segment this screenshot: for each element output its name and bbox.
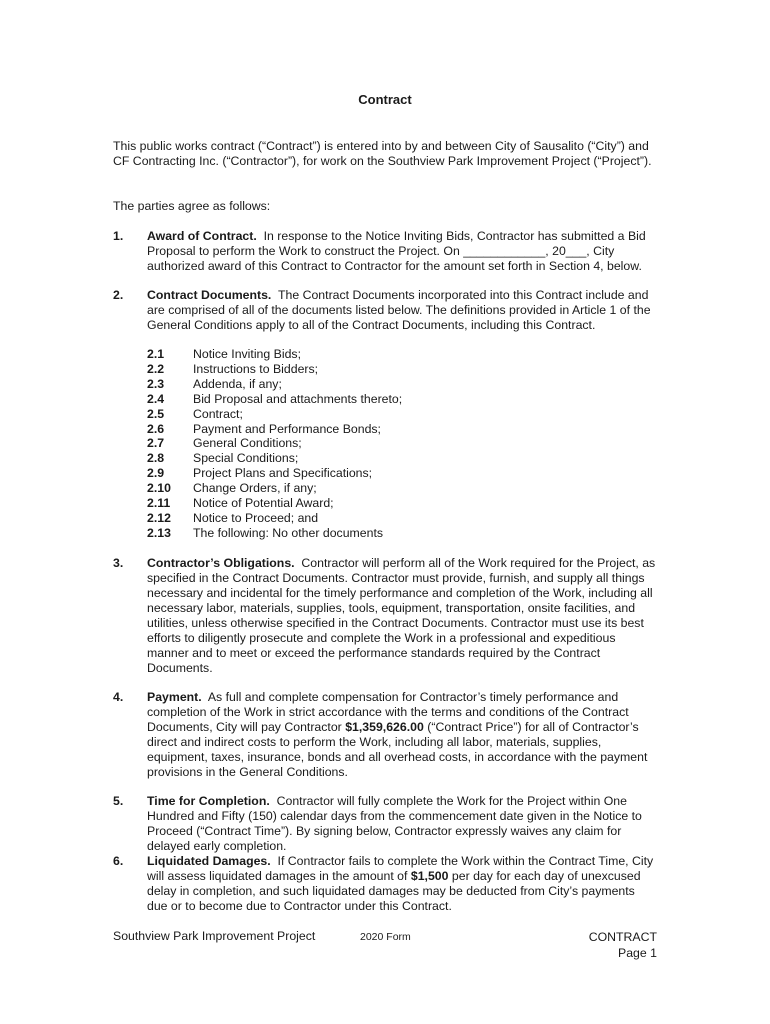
list-item xyxy=(147,526,547,541)
list-item-label: Bid Proposal and attachments thereto; xyxy=(193,391,403,406)
footer-project-name: Southview Park Improvement Project xyxy=(113,929,316,943)
footer-page-info xyxy=(589,929,657,961)
list-item-label: Notice Inviting Bids; xyxy=(193,347,301,361)
list-item xyxy=(147,347,547,362)
list-item-number: 2.11 xyxy=(147,496,171,511)
list-item-label: Contract; xyxy=(193,406,243,421)
list-item xyxy=(147,511,547,526)
agree-line: The parties agree as follows: xyxy=(113,199,271,213)
section-text-continued: per day for each day of unexcused delay in completion, and such liquidated damages may be deducted from City’s payments due or to become due to Contractor under this Contract. xyxy=(147,869,641,913)
section-number: 6. xyxy=(113,854,124,868)
section-text: If Contractor fails to complete the Work within the Contract Time, City will assess liquidated damages in the amount of xyxy=(147,854,654,883)
section-heading: Award of Contract. xyxy=(147,229,257,243)
contract-documents-list xyxy=(147,347,547,541)
list-item xyxy=(147,407,547,422)
document-title: Contract xyxy=(358,92,412,107)
section-text: Contractor will perform all of the Work required for the Project, as specified in the Contract Documents. Contractor must provide, furnish, and supply all things necessary and incidental for the timely performance and completion of the Work, including all necessary labor, materials, supplies, tools, equipment, transportation, onsite facilities, and utilities, unless otherwise specified in the Contract Documents. Contractor must use its best efforts to diligently prosecute and complete the Work in a professional and expeditious manner and to meet or exceed the performance standards required by the Contract Documents. xyxy=(147,556,656,675)
section-text: The Contract Documents incorporated into this Contract include and are comprised of all of the documents listed below. The definitions provided in Article 1 of the General Conditions apply to all of the Contract Documents, including this Contract. xyxy=(147,288,651,332)
list-item xyxy=(147,436,547,451)
list-item-number: 2.8 xyxy=(147,451,165,466)
list-item-number: 2.9 xyxy=(147,466,165,481)
list-item xyxy=(147,422,547,437)
list-item-label: Project Plans and Specifications; xyxy=(193,466,373,481)
section-number: 4. xyxy=(113,690,124,704)
section-number: 2. xyxy=(113,288,124,302)
footer-page-number: Page 1 xyxy=(618,946,657,960)
section-text: As full and complete compensation for Contractor’s timely performance and completion of the Work in strict accordance with the terms and conditions of the Contract Documents, City will pay Contractor xyxy=(147,690,629,734)
section-heading: Payment. xyxy=(147,690,202,704)
list-item-number: 2.3 xyxy=(147,376,165,391)
list-item xyxy=(147,362,547,377)
section-heading: Contract Documents. xyxy=(147,288,272,302)
list-item xyxy=(147,496,547,511)
list-item-number: 2.10 xyxy=(147,481,171,496)
list-item-label: The following: No other documents xyxy=(193,525,384,540)
list-item-number: 2.2 xyxy=(147,361,165,376)
section-6 xyxy=(113,854,658,914)
section-number: 1. xyxy=(113,229,124,243)
list-item-label: Change Orders, if any; xyxy=(193,481,317,496)
section-number: 3. xyxy=(113,556,124,570)
section-heading: Liquidated Damages. xyxy=(147,854,271,868)
list-item xyxy=(147,377,547,392)
list-item xyxy=(147,481,547,496)
liquidated-damages-amount: $1,500 xyxy=(410,869,449,883)
list-item-number: 2.4 xyxy=(147,391,165,406)
list-item xyxy=(147,451,547,466)
section-4 xyxy=(113,690,658,780)
list-item-label: Notice to Proceed; and xyxy=(193,510,319,525)
section-heading: Time for Completion. xyxy=(147,794,270,808)
list-item-number: 2.6 xyxy=(147,421,165,436)
list-item-number: 2.7 xyxy=(147,436,165,451)
list-item-number: 2.13 xyxy=(147,525,171,540)
list-item-number: 2.12 xyxy=(147,510,171,525)
section-5 xyxy=(113,794,658,854)
intro-paragraph: This public works contract (“Contract”) is entered into by and between City of Sausalito (“City”) and CF Contracting Inc. (“Contractor”), for work on the Southview Park Improvement Project (“Project”). xyxy=(113,139,652,168)
contract-price-amount: $1,359,626.00 xyxy=(345,720,424,734)
list-item-number: 2.5 xyxy=(147,406,165,421)
list-item-label: Instructions to Bidders; xyxy=(193,361,319,376)
section-3 xyxy=(113,556,658,676)
section-1 xyxy=(113,229,658,274)
section-text: Contractor will fully complete the Work for the Project within One Hundred and Fifty (150) calendar days from the commencement date given in the Notice to Proceed (“Contract Time”). By signing below, Contractor expressly waives any claim for delayed early completion. xyxy=(147,794,642,853)
list-item-label: General Conditions; xyxy=(193,436,302,451)
footer-form-year: 2020 Form xyxy=(360,931,411,943)
list-item-label: Payment and Performance Bonds; xyxy=(193,421,381,436)
section-heading: Contractor’s Obligations. xyxy=(147,556,295,570)
section-text-continued: (“Contract Price”) for all of Contractor’s direct and indirect costs to perform the Work, including all labor, materials, supplies, equipment, taxes, insurance, bonds and all overhead costs, in accordance with the payment provisions in the General Conditions. xyxy=(147,720,648,779)
section-number: 5. xyxy=(113,794,124,808)
list-item-label: Special Conditions; xyxy=(193,451,299,466)
section-2 xyxy=(113,288,658,333)
footer-doc-type: CONTRACT xyxy=(588,930,657,944)
list-item-number: 2.1 xyxy=(147,347,165,361)
section-text: In response to the Notice Inviting Bids, Contractor has submitted a Bid Proposal to perform the Work to construct the Project. On ____________, 20___, City authorized award of this Contract to Contractor for the amount set forth in Section 4, below. xyxy=(147,229,646,273)
list-item-label: Addenda, if any; xyxy=(193,376,282,391)
list-item xyxy=(147,392,547,407)
list-item xyxy=(147,466,547,481)
list-item-label: Notice of Potential Award; xyxy=(193,496,334,511)
